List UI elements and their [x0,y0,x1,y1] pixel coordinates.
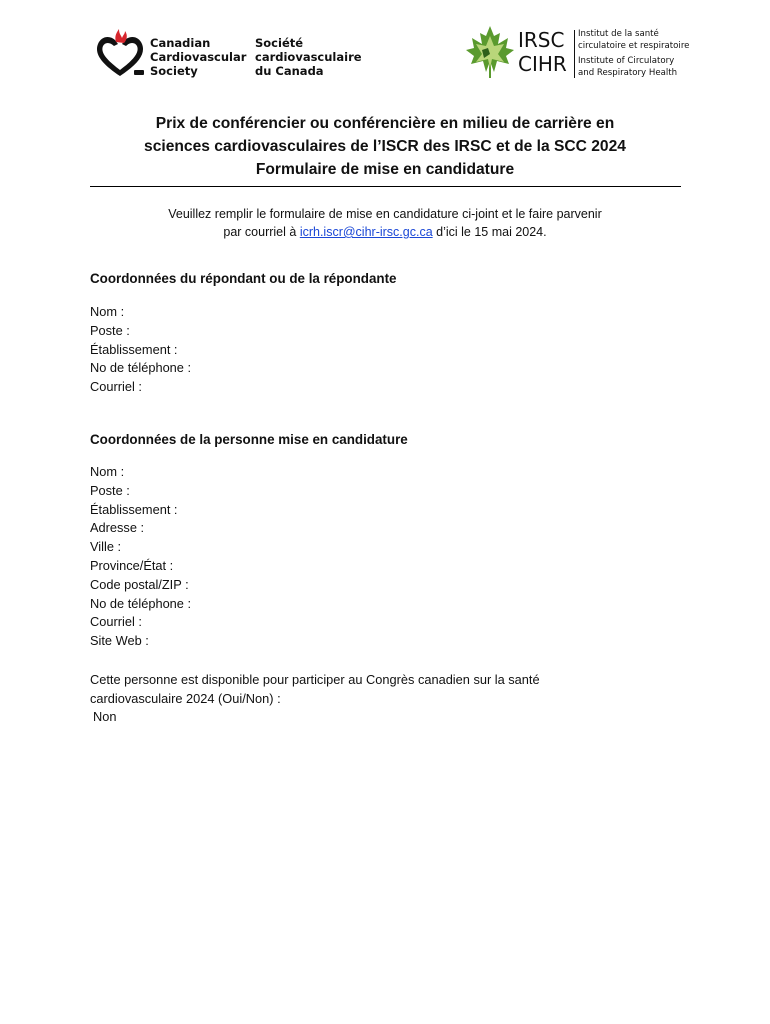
respondent-fields [90,303,191,397]
cihr-institute-names [578,29,689,79]
cihr-institute-en: Institute of Circulatory [578,56,675,66]
field-label: Établissement : [90,501,178,517]
title-divider [90,186,681,187]
respondent-section-heading: Coordonnées du répondant ou de la répondante [90,271,397,286]
field-label: No de téléphone : [90,595,192,611]
cihr-acronym: CIHR [518,52,567,76]
ccs-name-en [150,36,246,78]
ccs-name-en-line: Canadian [150,36,211,50]
field-label: Adresse : [90,520,145,536]
title-line: Formulaire de mise en candidature [255,161,515,178]
field-label: Nom : [90,464,125,479]
intro-line-1: Veuillez remplir le formulaire de mise en candidature ci-joint et le faire parvenir [168,207,602,221]
title-line: sciences cardiovasculaires de l’ISCR des IRSC et de la SCC 2024 [144,138,626,155]
intro-text [90,205,680,241]
cihr-institute-fr: circulatoire et respiratoire [578,40,690,51]
cihr-acronyms [518,28,567,76]
intro-line-2 [90,223,680,241]
field-label: No de téléphone : [90,360,192,376]
field-label: Code postal/ZIP : [90,576,189,592]
field-label: Courriel : [90,614,142,630]
intro-text-before: par courriel à [223,225,300,239]
ccs-name-en-line: Society [150,64,198,78]
cihr-acronym: IRSC [518,28,565,52]
field-label: Nom : [90,304,125,319]
field-label: Poste : [90,322,130,338]
field-label: Courriel : [90,379,142,395]
maple-leaf-icon [464,24,516,80]
cihr-logo [464,22,704,82]
availability-line-2: cardiovasculaire 2024 (Oui/Non) : [90,690,281,706]
field-label: Poste : [90,482,130,498]
field-label: Province/État : [90,557,174,573]
availability-line-1: Cette personne est disponible pour participer au Congrès canadien sur la santé [90,672,540,687]
ccs-name-fr [255,36,362,78]
ccs-name-en-line: Cardiovascular [150,50,247,64]
field-label: Site Web : [90,633,149,649]
cihr-institute-fr: Institut de la santé [578,29,659,39]
title-line: Prix de conférencier ou conférencière en milieu de carrière en [155,115,615,132]
email-link[interactable]: icrh.iscr@cihr-irsc.gc.ca [299,225,433,239]
nominee-fields [90,463,191,651]
cihr-divider [574,30,575,78]
nominee-section-heading: Coordonnées de la personne mise en candidature [90,432,408,447]
availability-answer: Non [93,709,117,724]
availability-question [90,671,650,727]
ccs-name-fr-line: cardiovasculaire [255,50,362,64]
field-label: Ville : [90,539,122,555]
ccs-name-fr-line: du Canada [255,64,324,78]
heart-ccs-logo-icon [92,26,148,82]
field-label: Établissement : [90,341,178,357]
cihr-institute-en: and Respiratory Health [578,67,678,78]
intro-text-after: d’ici le 15 mai 2024. [432,225,547,239]
ccs-name-fr-line: Société [255,36,304,50]
document-title [90,112,680,181]
ccs-logo [92,26,372,82]
